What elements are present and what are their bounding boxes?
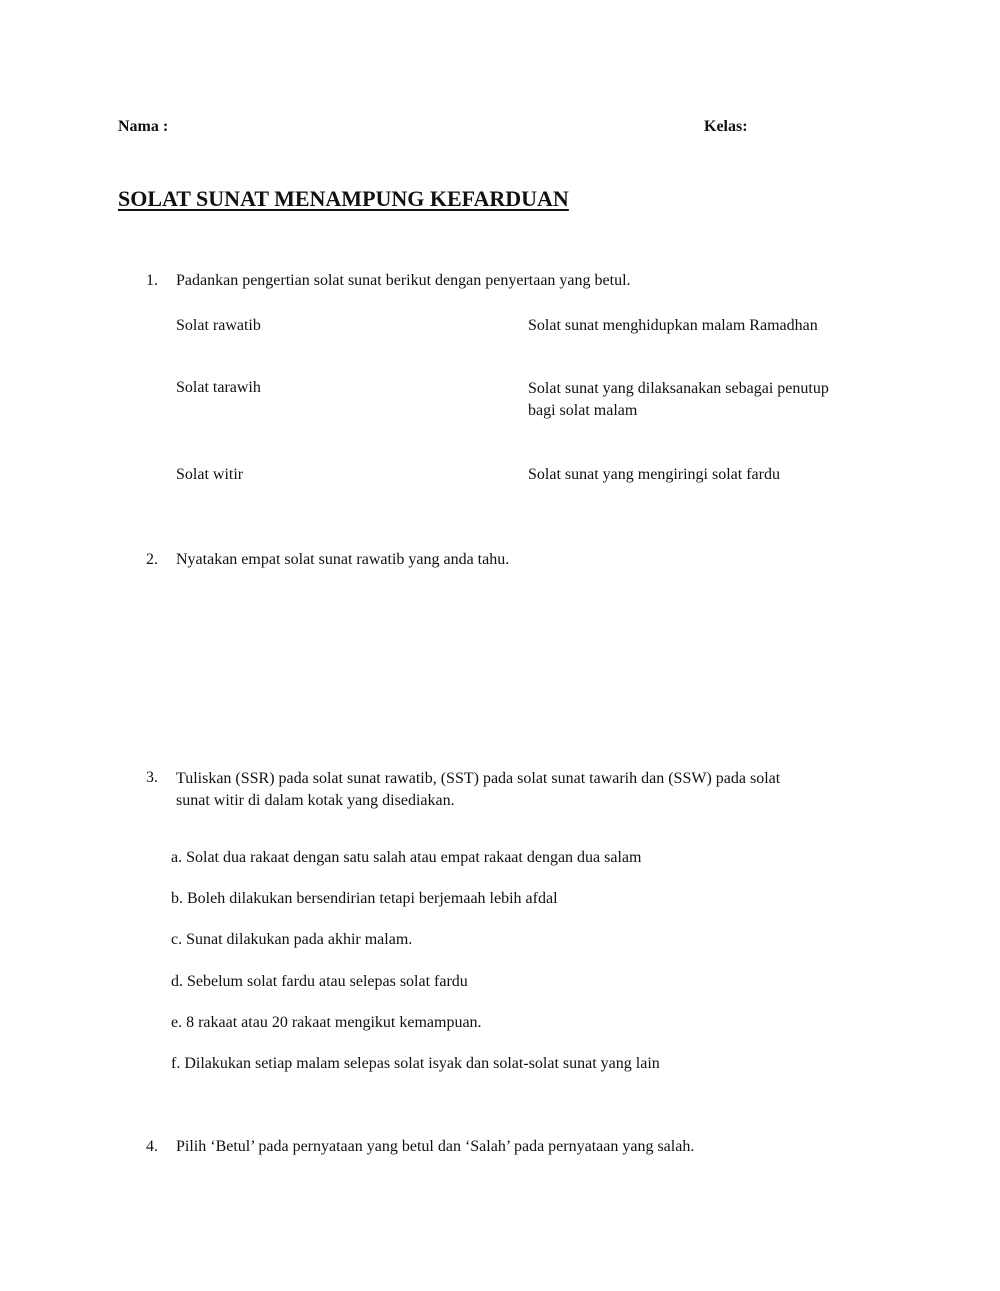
statement-item: c. Sunat dilakukan pada akhir malam. [171,931,413,948]
question-3-number: 3. [146,769,158,786]
nama-label: Nama : [118,118,169,135]
statement-item: b. Boleh dilakukan bersendirian tetapi berjemaah lebih afdal [171,890,558,907]
match-left-item[interactable]: Solat rawatib [176,317,261,334]
match-right-line: bagi solat malam [528,402,638,419]
match-left-item[interactable]: Solat witir [176,466,244,483]
match-right-line: Solat sunat yang dilaksanakan sebagai penutup [528,380,829,397]
statement-item: f. Dilakukan setiap malam selepas solat isyak dan solat-solat sunat yang lain [171,1055,660,1072]
match-left-item[interactable]: Solat tarawih [176,379,261,396]
match-right-item[interactable]: Solat sunat yang mengiringi solat fardu [528,466,780,483]
match-right-item[interactable] [528,378,829,422]
question-2-text: Nyatakan empat solat sunat rawatib yang anda tahu. [176,551,510,568]
question-3-line: Tuliskan (SSR) pada solat sunat rawatib, (SST) pada solat sunat tawarih dan (SSW) pada solat [176,770,781,787]
match-right-item[interactable]: Solat sunat menghidupkan malam Ramadhan [528,317,818,334]
question-3-line: sunat witir di dalam kotak yang disediakan. [176,792,455,809]
answer-area[interactable] [176,585,866,745]
question-4-text: Pilih ‘Betul’ pada pernyataan yang betul dan ‘Salah’ pada pernyataan yang salah. [176,1138,695,1155]
question-1-number: 1. [146,272,158,289]
question-1-text: Padankan pengertian solat sunat berikut dengan penyertaan yang betul. [176,272,631,289]
question-3-text [176,768,780,812]
statement-item: a. Solat dua rakaat dengan satu salah atau empat rakaat dengan dua salam [171,849,642,866]
page-title: SOLAT SUNAT MENAMPUNG KEFARDUAN [118,186,569,211]
question-4-number: 4. [146,1138,158,1155]
kelas-label: Kelas: [704,118,748,135]
question-2-number: 2. [146,551,158,568]
statement-item: e. 8 rakaat atau 20 rakaat mengikut kemampuan. [171,1014,482,1031]
statement-item: d. Sebelum solat fardu atau selepas solat fardu [171,973,468,990]
